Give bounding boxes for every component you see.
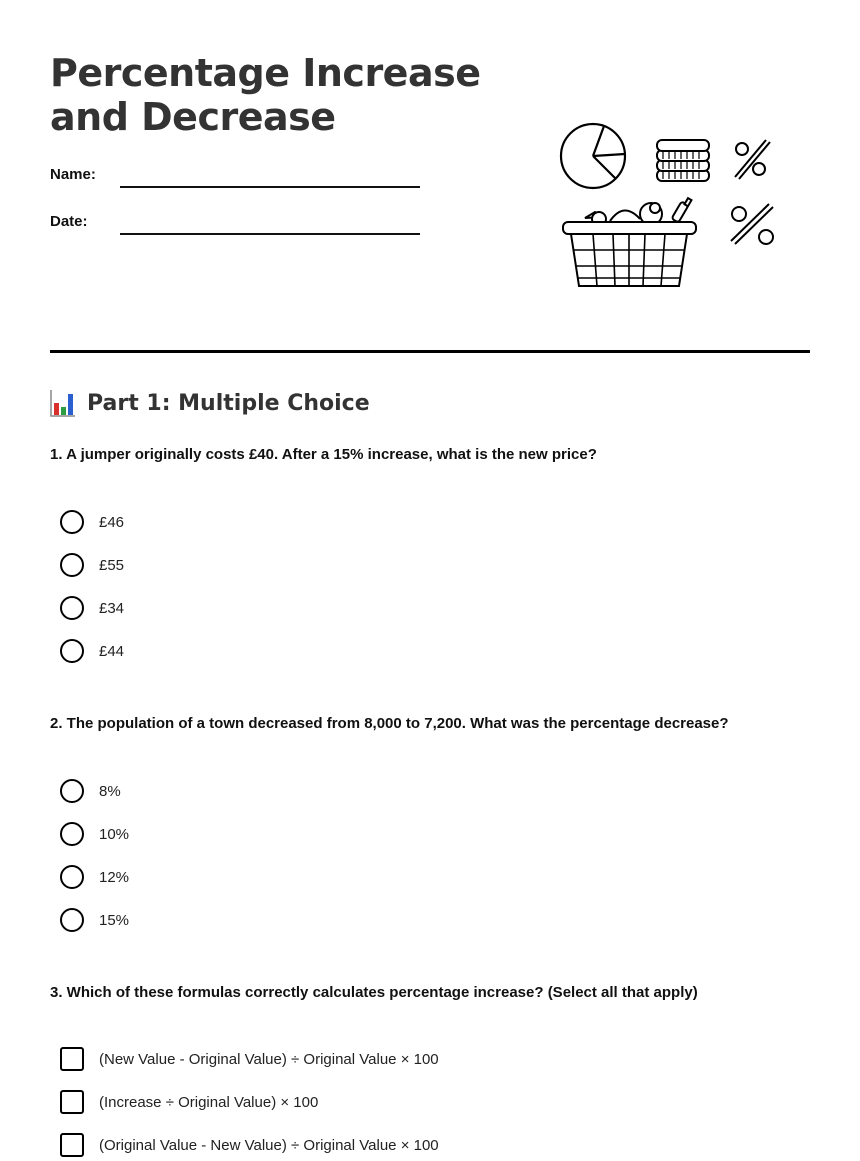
option-label: £34 — [99, 599, 125, 617]
q1-option-b[interactable] — [60, 552, 124, 578]
option-label: £55 — [99, 556, 125, 574]
q1-option-d[interactable] — [60, 638, 124, 664]
q1-option-c[interactable] — [60, 595, 124, 621]
option-label: 12% — [99, 868, 130, 886]
q1-option-a[interactable] — [60, 509, 124, 535]
option-label: (Increase ÷ Original Value) × 100 — [99, 1093, 319, 1111]
section-heading-text: Part 1: Multiple Choice — [87, 390, 370, 416]
option-label: (New Value - Original Value) ÷ Original Value × 100 — [99, 1050, 439, 1068]
question-3: 3. Which of these formulas correctly calculates percentage increase? (Select all that apply) — [50, 984, 698, 1001]
q2-option-b[interactable] — [60, 821, 129, 847]
q3-option-b[interactable] — [60, 1089, 318, 1115]
q3-option-c[interactable] — [60, 1132, 439, 1158]
checkbox[interactable] — [60, 1133, 84, 1157]
option-label: 8% — [99, 782, 121, 800]
q2-option-a[interactable] — [60, 778, 121, 804]
q2-option-d[interactable] — [60, 907, 129, 933]
coin-stack-icon — [657, 140, 709, 181]
math-illustration — [555, 118, 785, 293]
radio-button[interactable] — [60, 596, 84, 620]
question-2: 2. The population of a town decreased from 8,000 to 7,200. What was the percentage decrease? — [50, 715, 729, 732]
percent-icon-large — [731, 204, 773, 244]
shopping-basket-icon — [563, 198, 696, 286]
percent-icon — [735, 140, 770, 179]
date-label: Date: — [50, 213, 88, 230]
q3-option-a[interactable] — [60, 1046, 439, 1072]
radio-button[interactable] — [60, 779, 84, 803]
option-label: £46 — [99, 513, 125, 531]
checkbox[interactable] — [60, 1047, 84, 1071]
page-title: Percentage Increase and Decrease — [50, 51, 481, 139]
radio-button[interactable] — [60, 908, 84, 932]
radio-button[interactable] — [60, 822, 84, 846]
option-label: £44 — [99, 642, 125, 660]
radio-button[interactable] — [60, 865, 84, 889]
bar-chart-icon — [50, 389, 76, 417]
option-label: 10% — [99, 825, 130, 843]
option-label: (Original Value - New Value) ÷ Original Value × 100 — [99, 1136, 439, 1154]
name-field[interactable] — [120, 168, 420, 188]
radio-button[interactable] — [60, 553, 84, 577]
date-field[interactable] — [120, 215, 420, 235]
pie-chart-icon — [561, 124, 625, 188]
q2-option-c[interactable] — [60, 864, 129, 890]
section-heading — [50, 389, 370, 417]
checkbox[interactable] — [60, 1090, 84, 1114]
name-label: Name: — [50, 166, 96, 183]
radio-button[interactable] — [60, 510, 84, 534]
question-1: 1. A jumper originally costs £40. After a 15% increase, what is the new price? — [50, 446, 597, 463]
radio-button[interactable] — [60, 639, 84, 663]
header-divider — [50, 350, 810, 353]
option-label: 15% — [99, 911, 130, 929]
